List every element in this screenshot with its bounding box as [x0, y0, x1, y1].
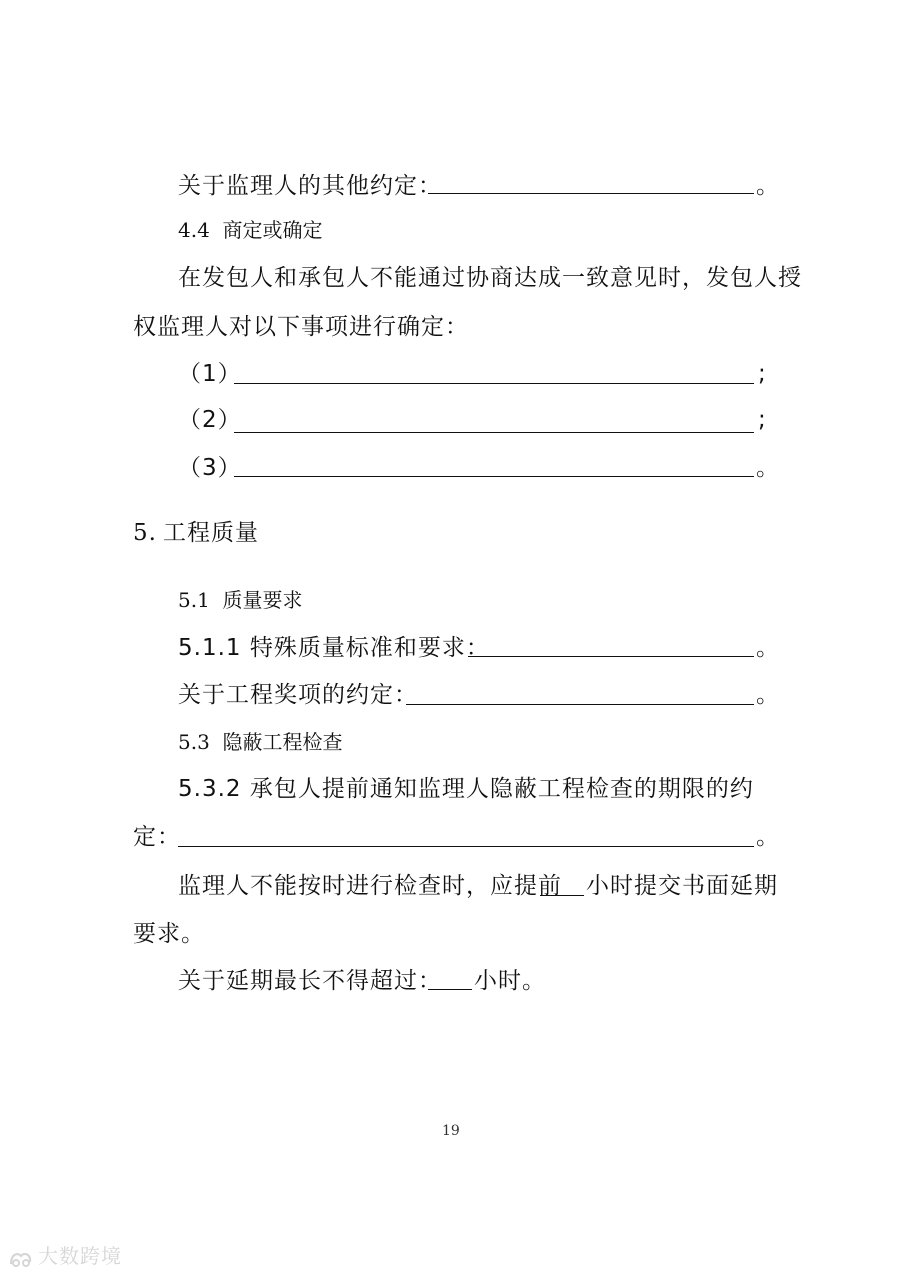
section-5-1-1-label: 5.1.1 特殊质量标准和要求：	[178, 635, 490, 661]
period-mark: 。	[756, 635, 780, 661]
section-number: 5.3	[178, 730, 210, 754]
paragraph-line: 监理人不能按时进行检查时，应提前	[178, 873, 562, 899]
period-mark: 。	[756, 682, 780, 708]
paragraph-line: 小时提交书面延期	[586, 873, 778, 899]
page-number: 19	[442, 1123, 460, 1139]
period-mark: 。	[756, 824, 780, 850]
section-5-3-heading	[178, 729, 343, 755]
blank-field[interactable]	[428, 193, 754, 194]
section-number: 5.1	[178, 588, 210, 612]
section-4-4-heading	[178, 217, 323, 243]
blank-field[interactable]	[234, 432, 754, 433]
blank-field[interactable]	[234, 476, 754, 477]
paragraph-line: 要求。	[133, 921, 205, 947]
section-5-3-2-line: 定：	[133, 824, 181, 850]
hours-blank[interactable]	[540, 895, 584, 896]
watermark	[8, 1240, 122, 1269]
item-1-label: （1）	[178, 361, 242, 387]
watermark-logo-icon	[8, 1248, 34, 1268]
section-number: 4.4	[178, 218, 210, 242]
item-2-label: （2）	[178, 407, 242, 433]
period-mark: 。	[756, 455, 780, 481]
paragraph-line: 小时。	[474, 968, 546, 994]
blank-field[interactable]	[234, 383, 754, 384]
paragraph-line: 权监理人对以下事项进行确定：	[133, 314, 469, 340]
semicolon-mark: ;	[758, 407, 767, 433]
section-5-title: 工程质量	[163, 520, 259, 546]
section-title: 质量要求	[222, 588, 303, 612]
section-title: 隐蔽工程检查	[222, 730, 343, 754]
other-agreements-label: 关于监理人的其他约定：	[178, 173, 442, 199]
blank-field[interactable]	[468, 656, 754, 657]
section-5-1-heading	[178, 587, 303, 613]
blank-field[interactable]	[406, 704, 754, 705]
award-label: 关于工程奖项的约定：	[178, 682, 418, 708]
hours-blank[interactable]	[428, 989, 472, 990]
section-title: 商定或确定	[222, 218, 323, 242]
semicolon-mark: ;	[758, 361, 767, 387]
section-5-3-2-line: 5.3.2 承包人提前通知监理人隐蔽工程检查的期限的约	[178, 776, 754, 802]
item-3-label: （3）	[178, 455, 242, 481]
period-mark: 。	[756, 173, 780, 199]
paragraph-line: 在发包人和承包人不能通过协商达成一致意见时，发包人授	[178, 265, 802, 291]
watermark-text: 大数跨境	[38, 1244, 122, 1268]
blank-field[interactable]	[178, 846, 754, 847]
paragraph-line: 关于延期最长不得超过：	[178, 968, 442, 994]
section-5-number: 5.	[133, 520, 157, 546]
